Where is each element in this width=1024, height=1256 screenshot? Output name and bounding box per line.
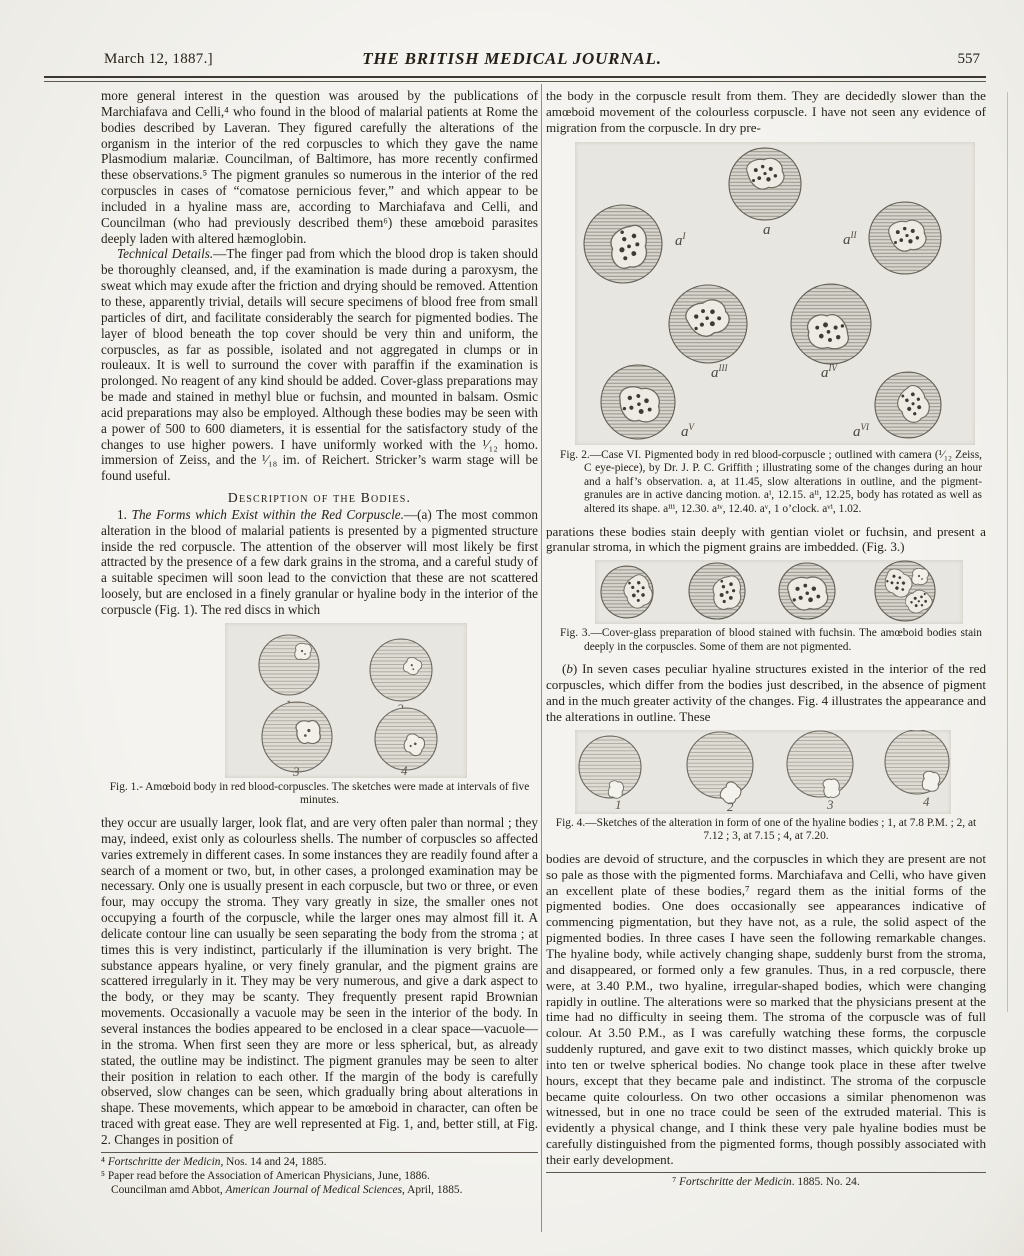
right-footnotes — [546, 1172, 986, 1190]
corpuscle-sketch — [689, 563, 745, 619]
section-heading-description-of-the-bodies: Description of the Bodies. — [227, 490, 412, 506]
hyaline-body-text: ) In seven cases peculiar hyaline structures existed in the interior of the red corpuscles, which differ from the bodies just described, in the absence of pigment and in the much greater activity of the changes. Fig. 4 illustrates the appearance and the alterations in outline. These — [546, 661, 986, 724]
paragraph-publications: more general interest in the question was aroused by the publications of Marchiafava and Celli,⁴ who found in the blood of malarial patients at Rome the bodies described by Laveran. They figured carefully the alterations of the organism in the interior of the red corpuscles to which they gave the name Plasmodium malariæ. Councilman, of Baltimore, has more recently confirmed these observations.⁵ The pigment granules so numerous in the interior of the red corpuscles in cases of “comatose pernicious fever,” and which appear to be included in a hyaline mass are, according to Marchiafava and Celli, and Councilman (who had previously described them⁶) these amœboid parasites deeply laden with altered hæmoglobin. — [101, 88, 538, 246]
figure-label: 1 — [615, 796, 622, 812]
footnote-5: ⁵ Paper read before the Association of American Physicians, June, 1886. — [101, 1169, 430, 1182]
corpuscle-sketch — [601, 365, 675, 439]
journal-title: THE BRITISH MEDICAL JOURNAL. — [362, 49, 662, 68]
figure-2 — [575, 142, 975, 445]
footnote-journal: American Journal of Medical Sciences — [225, 1183, 403, 1196]
left-footnotes — [101, 1152, 538, 1198]
figure-4 — [575, 730, 951, 814]
footnote-5-continued — [101, 1184, 538, 1198]
figure-label: $a^{III}$ — [711, 362, 728, 381]
figure-1 — [225, 623, 467, 778]
figure-label: 2 — [727, 798, 734, 814]
footnote-text: , April, 1885. — [402, 1183, 463, 1196]
footnote-4 — [101, 1156, 538, 1170]
corpuscle-sketch — [687, 732, 753, 807]
forms-lead-italic: The Forms which Exist within the Red Corpuscle. — [131, 506, 404, 522]
page-number: 557 — [957, 51, 980, 67]
footnote-7 — [546, 1176, 986, 1190]
footnote-text: , Nos. 14 and 24, 1885. — [220, 1155, 327, 1168]
figure-label: a — [763, 221, 771, 238]
corpuscle-sketch — [579, 736, 641, 798]
figure-label: $a^{VI}$ — [853, 421, 869, 440]
corpuscle-sketch — [787, 731, 853, 800]
figure-3 — [595, 560, 963, 624]
figure-2-caption: Fig. 2.—Case VI. Pigmented body in red blood-corpuscle ; outlined with camera (¹⁄₁₂ Zeiss, C eye-piece), by Dr. J. P. C. Griffith ; illustrating some of the changes during an hour and a half’s observation. a, at 11.45, slow alterations in outline, and the pigment-granules are in active dancing motion. aⁱ, 12.15. aⁱⁱ, 12.25, body has rotated as well as altered its shape. aⁱⁱⁱ, 12.30. aⁱᵛ, 12.40. aᵛ, 1 o’clock. aᵛⁱ, 1.02. — [560, 448, 982, 515]
figure-label: 4 — [401, 762, 408, 778]
figure-1-illustration — [225, 623, 467, 778]
figure-label: $a^{IV}$ — [821, 362, 837, 381]
corpuscle-sketch — [601, 566, 655, 618]
figure-label: $a^V$ — [681, 421, 694, 440]
technical-details-lead: Technical Details. — [117, 246, 214, 262]
corpuscle-sketch — [885, 730, 949, 794]
figure-label: 3 — [827, 796, 834, 812]
footnote-marker: ⁴ — [101, 1155, 108, 1168]
figure-4-illustration — [575, 730, 951, 814]
paragraph-they-occur: they occur are usually larger, look flat, and are very often paler than normal ; they may, indeed, exist only as colourless shells. The number of corpuscles so affected varies extremely in different cases. In some instances they are readily found after a search of a moment or two, but, in other cases, a prolonged examination may be necessary. Only one is usually present in each corpuscle, but two or three, or even four, may occupy the stroma. They vary greatly in size, the smaller ones not occupying a fourth of the corpuscle, while the larger ones may almost fill it. A delicate contour line can usually be seen separating the body from the stroma ; at times this is very indistinct, particularly if the illumination is very bright. The substance appears hyaline, or very finely granular, and the pigment grains are scattered irregularly in it. They may be very numerous, and give a dark aspect to the body, or they may be scanty. They frequently present rapid Brownian movements. Occasionally a vacuole may be seen in the interior of the body. In several instances the bodies appeared to be enclosed in a clear space—vacuole—in the stroma. When first seen they are more or less spherical, but, as already stated, the outline may be indistinct. The pigment granules may be seen to alter their position in relation to each other. If the margin of the body is carefully observed, slow changes can be seen, which gradually bring about alterations in shape. These movements, which appear to be amœboid in character, can often be traced with great ease. They are well represented at Fig. 1, and, better still, at Fig. 2. Changes in position of — [101, 815, 538, 1147]
paren: ( — [562, 661, 567, 677]
paragraph-devoid-of-structure: bodies are devoid of structure, and the corpuscles in which they are present are not so pale as those with the pigmented forms. Marchiafava and Celli, who have given an excellent plate of these bodies,⁷ regard them as the initial forms of the pigmented bodies. One does occasionally see appearances indicative of commencing pigmentation, but they have not, as a rule, the solid aspect of the pigmented bodies. In three cases I have seen the following remarkable changes. The hyaline body, while actively changing shape, suddenly burst from the stroma, and disappeared, or formed only a few granules. Thus, in a red corpuscle, there were, at 3.40 P.M., two hyaline, irregular-shaped bodies, which were changing rapidly in outline. The alterations were so marked that the physicians present at the time had no difficulty in seeing them. The stroma of the corpuscle was of full colour. At 3.50 P.M., as I was carefully watching these forms, the corpuscle suddenly ruptured, and gave exit to two distinct masses, which quickly broke up into ten or twelve spherical bodies. No change took place in these after twelve hours, except that they became pale and indistinct. The stroma of the corpuscle became quite colourless. On two other occasions a similar phenomenon was witnessed, but in one no trace could be seen of the extruded material. This is evidently a physical change, and I think these very pale hyaline bodies must be carefully distinguished from the pigmented forms, though possibly associated with their early development. — [546, 850, 986, 1167]
figure-label: $a^{II}$ — [843, 229, 857, 248]
paragraph-forms-within-red-corpuscle — [101, 507, 538, 618]
corpuscle-sketch — [669, 285, 747, 363]
corpuscle-sketch — [875, 372, 941, 438]
corpuscle-sketch — [370, 639, 432, 701]
footnote-journal: Fortschritte der Medicin — [107, 1155, 221, 1168]
corpuscle-sketch — [375, 708, 437, 770]
corpuscle-sketch — [259, 635, 319, 695]
right-column — [546, 88, 986, 1190]
item-letter: b — [566, 661, 573, 677]
figure-4-caption: Fig. 4.—Sketches of the alteration in form of one of the hyaline bodies ; 1, at 7.8 P.M. ; 2, at 7.12 ; 3, at 7.15 ; 4, at 7.20. — [555, 816, 977, 843]
corpuscle-sketch — [779, 563, 835, 619]
figure-label: $a^I$ — [675, 230, 686, 249]
figure-1-caption: Fig. 1.- Amœboid body in red blood-corpuscles. The sketches were made at intervals of five minutes. — [109, 780, 530, 807]
footnote-text: Councilman amd Abbot, — [111, 1183, 226, 1196]
figure-3-illustration — [595, 560, 963, 624]
footnote-journal: Fortschritte der Medicin — [679, 1175, 792, 1188]
footnote-marker: ⁷ — [672, 1175, 680, 1188]
corpuscle-sketch — [729, 148, 801, 220]
left-column — [101, 88, 538, 1197]
paragraph-technical-details — [101, 246, 538, 484]
header-date: March 12, 1887.] — [104, 51, 213, 67]
paragraph-body-in-corpuscle: the body in the corpuscle result from them. They are decidedly slower than the amœboid movement of the colourless corpuscle. I have not seen any evidence of migration from the corpuscle. In dry pre- — [546, 88, 986, 135]
figure-label: 4 — [923, 793, 930, 809]
figure-2-illustration — [575, 142, 975, 445]
paragraph-parations: parations these bodies stain deeply with gentian violet or fuchsin, and present a granular stroma, in which the pigment grains are imbedded. (Fig. 3.) — [546, 523, 986, 555]
forms-body: —(a) The most common alteration in the blood of malarial patients is presented by a pigmented structure inside the red corpuscle. The attention of the observer will most likely be first attracted by the presence of a few dark grains in the stroma, and a careful study of a suitable specimen will soon lead to the conviction that these are not scattered loosely, but are enclosed in a finely granular or hyaline body in the interior of the corpuscle (Fig. 1). The red discs in which — [101, 506, 538, 617]
technical-details-body: —The finger pad from which the blood drop is taken should be thoroughly cleansed, and, if the examination is made during a paroxysm, the sweat which may exude after the friction and drying should be removed. Attention to these, apparently trivial, details will secure specimens of blood free from small particles of dirt, and facilitate considerably the search for pigmented bodies. The layer of blood beneath the top cover should be very thin and uniform, the corpuscles, as far as possible, isolated and not aggregated in clumps or in rouleaux. It is well to surround the cover with paraffin if the examination is prolonged. No reagent of any kind should be added. Cover-glass preparations may be made and stained in methyl blue or fuchsin, and mounted in balsam. Osmic acid preparations may also be employed. Although these bodies may be seen with a power of 500 to 600 diameters, it is essential for the satisfactory study of the changes to use higher powers. I have uniformly worked with the ¹⁄₁₂ homo. immersion of Zeiss, and the ¹⁄₁₈ im. of Reichert. Stricker’s warm stage will be found useful. — [101, 246, 538, 484]
corpuscle-sketch — [584, 205, 662, 283]
page-edge-line — [1007, 92, 1008, 1012]
footnote-text: . 1885. No. 24. — [791, 1175, 860, 1188]
header-rule — [44, 76, 986, 82]
list-number: 1. — [117, 506, 132, 522]
figure-3-caption: Fig. 3.—Cover-glass preparation of blood stained with fuchsin. The amœboid bodies stain deeply in the corpuscles. Some of them are not pigmented. — [560, 627, 982, 653]
corpuscle-sketch — [262, 702, 332, 772]
corpuscle-sketch — [875, 561, 935, 621]
paragraph-hyaline-structures — [546, 661, 986, 724]
figure-label: 3 — [293, 763, 300, 778]
corpuscle-sketch — [869, 202, 941, 274]
column-divider — [541, 84, 542, 1232]
corpuscle-sketch — [791, 284, 871, 364]
